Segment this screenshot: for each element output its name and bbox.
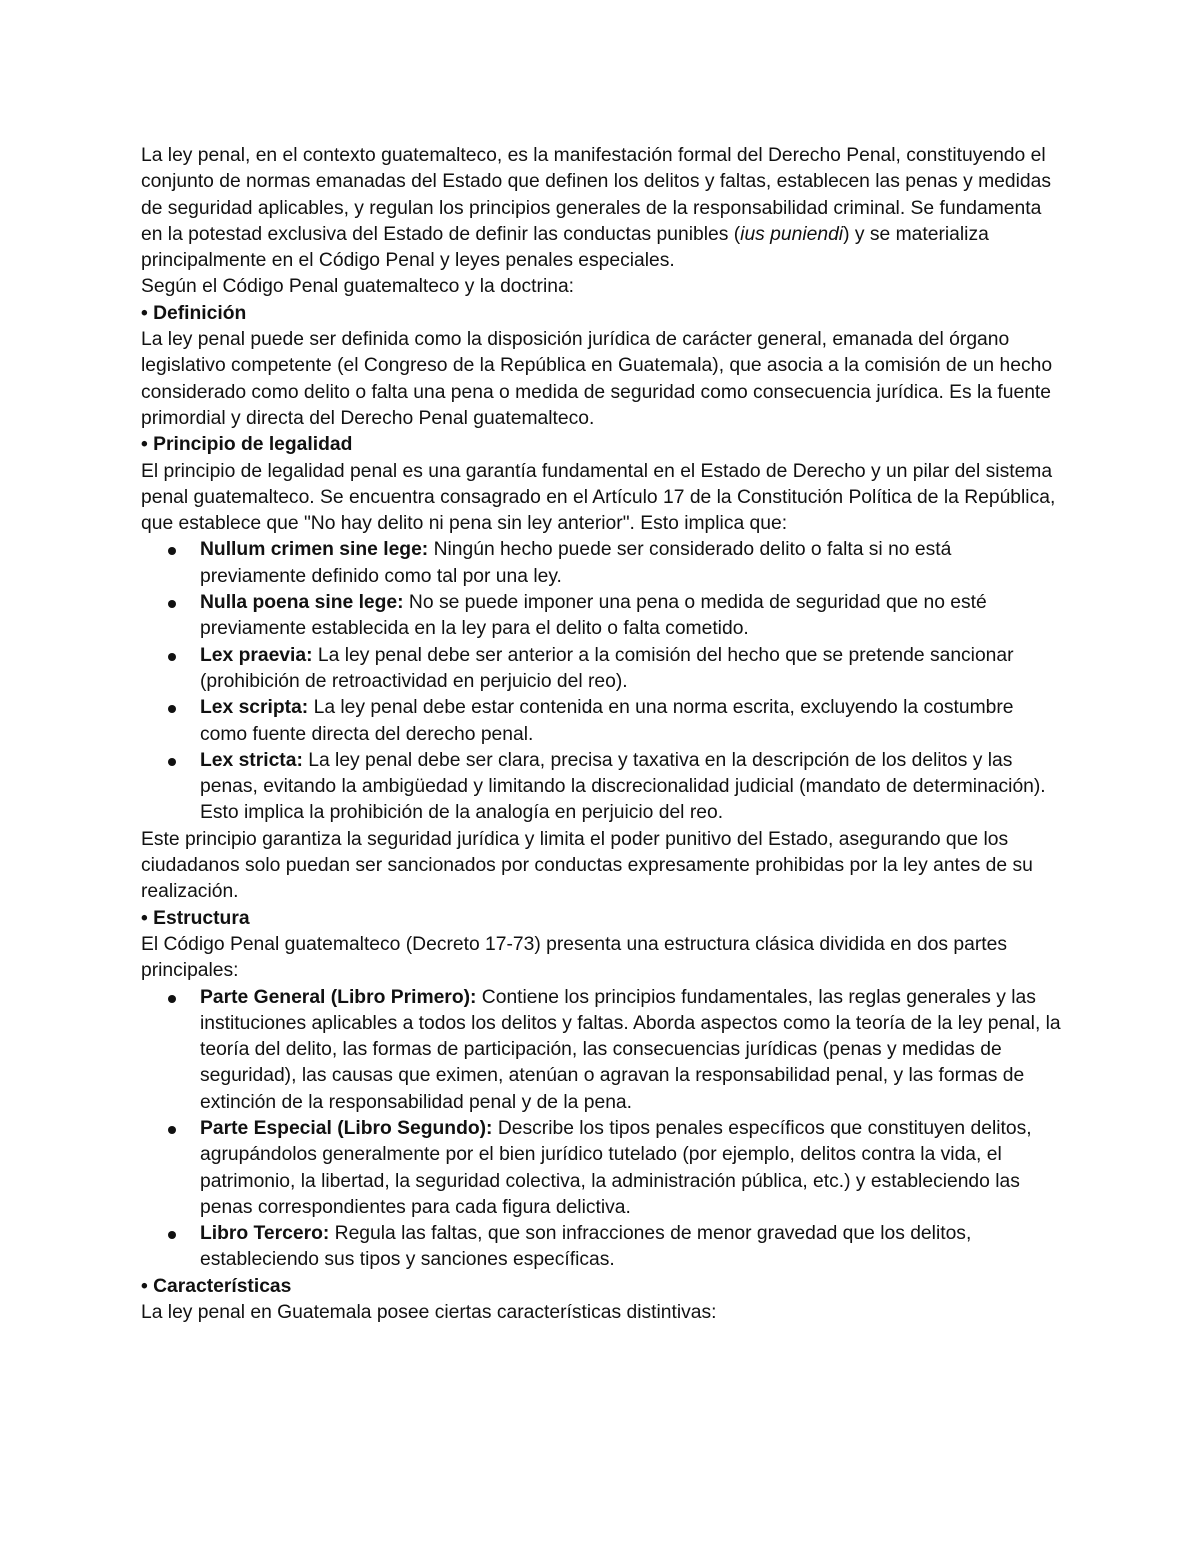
list-item-term: Lex scripta:: [200, 697, 309, 719]
heading-estructura: • Estructura: [141, 907, 250, 929]
legalidad-closing: Este principio garantiza la seguridad jurídica y limita el poder punitivo del Estado, asegurando que los ciudadanos solo puedan ser sancionados por conductas expresamente prohibidas por la ley antes de su realización.: [141, 828, 1033, 903]
list-item-term: Libro Tercero:: [200, 1223, 330, 1245]
bullet-icon: [168, 758, 176, 766]
list-item-text: Contiene los principios fundamentales, las reglas generales y las instituciones aplicables a todos los delitos y faltas. Aborda aspectos como la teoría de la ley penal, la teoría del delito, las formas de participación, las consecuencias jurídicas (penas y medidas de seguridad), las causas que eximen, atenúan o agravan la responsabilidad penal, y las formas de extinción de la responsabilidad penal y de la pena.: [200, 986, 1061, 1113]
definicion-body: La ley penal puede ser definida como la disposición jurídica de carácter general, emanada del órgano legislativo competente (el Congreso de la República en Guatemala), que asocia a la comisión de un hecho considerado como delito o falta una pena o medida de seguridad como consecuencia jurídica. Es la fuente primordial y directa del Derecho Penal guatemalteco.: [141, 329, 1053, 429]
list-item-term: Nulla poena sine lege:: [200, 592, 404, 614]
bullet-icon: [168, 995, 176, 1003]
legalidad-list: [141, 537, 1061, 826]
intro-paragraph: [141, 143, 1061, 274]
intro-text-2: ) y se materializa principalmente en el Código Penal y leyes penales especiales.: [141, 223, 989, 272]
bullet-icon: [168, 600, 176, 608]
bullet-icon: [168, 547, 176, 555]
bullet-icon: [168, 1231, 176, 1239]
list-item-text: La ley penal debe estar contenida en una norma escrita, excluyendo la costumbre como fuente directa del derecho penal.: [200, 697, 1014, 745]
heading-caracteristicas: • Características: [141, 1275, 292, 1297]
list-item-text: Describe los tipos penales específicos que constituyen delitos, agrupándolos generalmente por el bien jurídico tutelado (por ejemplo, delitos contra la vida, el patrimonio, la libertad, la seguridad colectiva, la administración pública, etc.) y estableciendo las penas correspondientes para cada figura delictiva.: [200, 1117, 1032, 1218]
list-item-term: Parte General (Libro Primero):: [200, 986, 477, 1008]
list-item-text: No se puede imponer una pena o medida de seguridad que no esté previamente establecida en la ley para el delito o falta cometido.: [200, 592, 987, 640]
list-item-term: Lex praevia:: [200, 644, 313, 666]
list-item-term: Lex stricta:: [200, 749, 303, 771]
list-item: [141, 695, 1061, 748]
bullet-icon: [168, 705, 176, 713]
caracteristicas-body: La ley penal en Guatemala posee ciertas características distintivas:: [141, 1302, 717, 1324]
heading-legalidad: • Principio de legalidad: [141, 434, 353, 456]
intro-lead: Según el Código Penal guatemalteco y la doctrina:: [141, 276, 575, 298]
list-item: [141, 643, 1061, 696]
list-item: [141, 1116, 1061, 1221]
list-item: [141, 1221, 1061, 1274]
list-item-text: Regula las faltas, que son infracciones de menor gravedad que los delitos, estableciendo sus tipos y sanciones específicas.: [200, 1223, 972, 1271]
list-item: [141, 985, 1061, 1116]
list-item: [141, 590, 1061, 643]
list-item-term: Nullum crimen sine lege:: [200, 539, 429, 561]
list-item-text: Ningún hecho puede ser considerado delito o falta si no está previamente definido como tal por una ley.: [200, 539, 952, 587]
list-item: [141, 537, 1061, 590]
bullet-icon: [168, 1126, 176, 1134]
heading-definicion: • Definición: [141, 302, 247, 324]
bullet-icon: [168, 653, 176, 661]
legalidad-body: El principio de legalidad penal es una garantía fundamental en el Estado de Derecho y un pilar del sistema penal guatemalteco. Se encuentra consagrado en el Artículo 17 de la Constitución Política de la República, que establece que "No hay delito ni pena sin ley anterior". Esto implica que:: [141, 460, 1056, 535]
list-item-text: La ley penal debe ser clara, precisa y taxativa en la descripción de los delitos y las penas, evitando la ambigüedad y limitando la discrecionalidad judicial (mandato de determinación). Esto implica la prohibición de la analogía en perjuicio del reo.: [200, 749, 1046, 824]
document-page: [141, 143, 1061, 1326]
list-item-text: La ley penal debe ser anterior a la comisión del hecho que se pretende sancionar (prohibición de retroactividad en perjuicio del reo).: [200, 644, 1014, 692]
intro-italic-term: ius puniendi: [740, 223, 844, 245]
intro-text-1: La ley penal, en el contexto guatemalteco, es la manifestación formal del Derecho Penal, constituyendo el conjunto de normas emanadas del Estado que definen los delitos y faltas, establecen las penas y medidas de seguridad aplicables, y regulan los principios generales de la responsabilidad criminal. Se fundamenta en la potestad exclusiva del Estado de definir las conductas punibles (: [141, 145, 1052, 245]
estructura-body: El Código Penal guatemalteco (Decreto 17-73) presenta una estructura clásica dividida en dos partes principales:: [141, 933, 1008, 982]
estructura-list: [141, 985, 1061, 1274]
list-item-term: Parte Especial (Libro Segundo):: [200, 1117, 493, 1139]
list-item: [141, 748, 1061, 827]
